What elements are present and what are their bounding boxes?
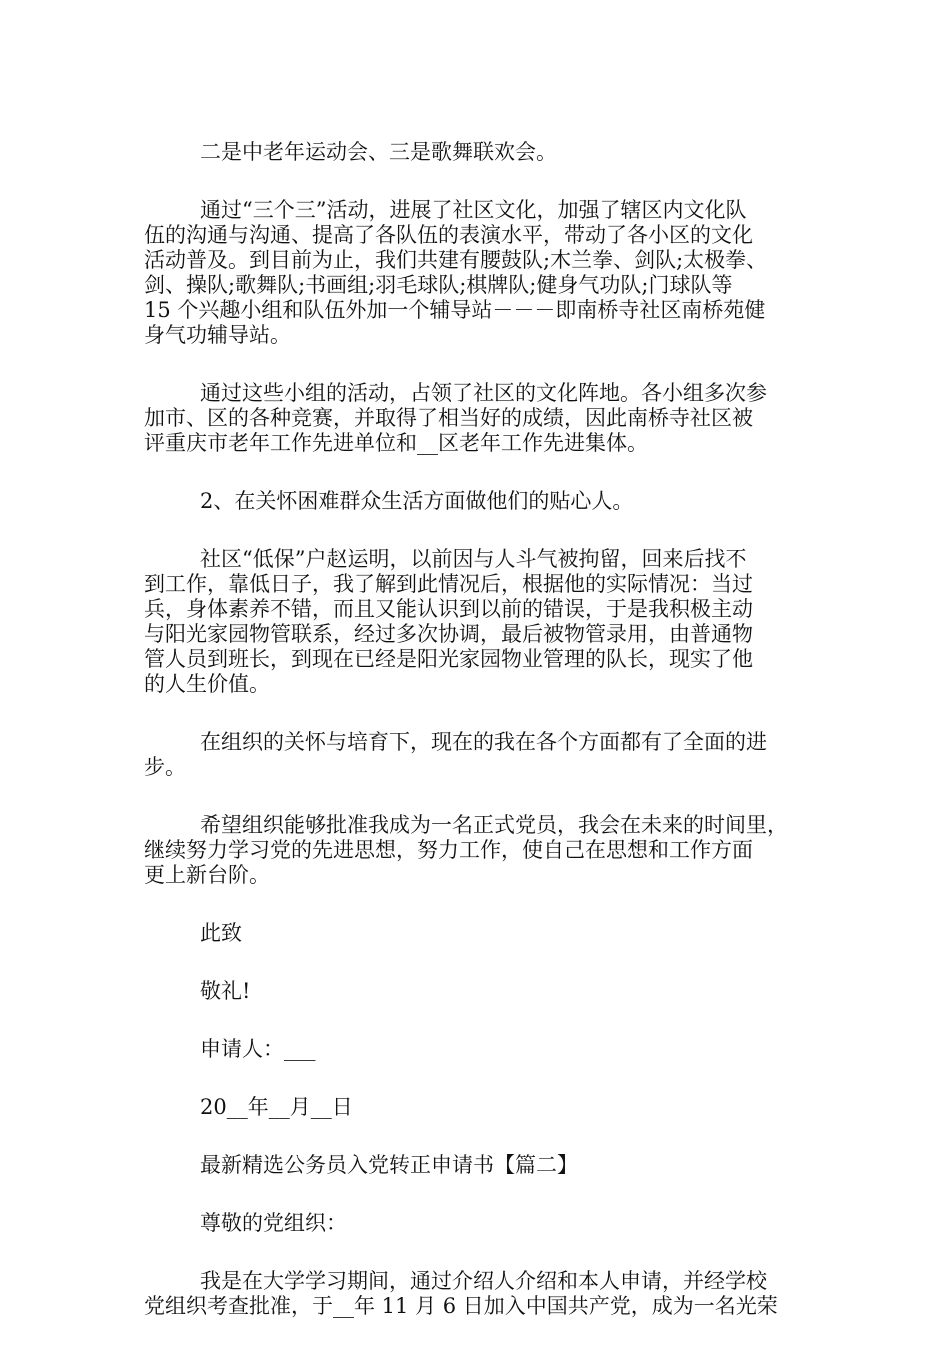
- text-line: 剑、操队;歌舞队;书画组;羽毛球队;棋牌队;健身气功队;门球队等: [144, 273, 733, 297]
- paragraph: [144, 813, 834, 888]
- paragraph: [144, 1095, 834, 1120]
- text-line: 在组织的关怀与培育下，现在的我在各个方面都有了全面的进: [200, 730, 767, 754]
- paragraph: [144, 1153, 834, 1178]
- paragraph: [144, 1269, 834, 1319]
- text-line: 到工作，靠低日子，我了解到此情况后，根据他的实际情况：当过: [144, 572, 753, 596]
- text-line: 我是在大学学习期间，通过介绍人介绍和本人申请，并经学校: [200, 1269, 767, 1293]
- text-line: 伍的沟通与沟通、提高了各队伍的表演水平，带动了各小区的文化: [144, 223, 753, 247]
- text-line: 活动普及。到目前为止，我们共建有腰鼓队;木兰拳、剑队;太极拳、: [144, 248, 768, 272]
- text-line: 二是中老年运动会、三是歌舞联欢会。: [200, 140, 557, 164]
- paragraph: [144, 921, 834, 946]
- text-line: 管人员到班长，到现在已经是阳光家园物业管理的队长，现实了他: [144, 647, 753, 671]
- text-line: 兵，身体素养不错，而且又能认识到以前的错误，于是我积极主动: [144, 597, 753, 621]
- text-line: 敬礼!: [200, 979, 251, 1003]
- text-line: 20__年__月__日: [200, 1095, 353, 1119]
- text-line: 最新精选公务员入党转正申请书【篇二】: [200, 1153, 578, 1177]
- text-line: 通过这些小组的活动，占领了社区的文化阵地。各小组多次参: [200, 381, 767, 405]
- paragraph: [144, 140, 834, 165]
- text-line: 希望组织能够批准我成为一名正式党员，我会在未来的时间里，: [200, 813, 788, 837]
- text-line: 通过“三个三”活动，进展了社区文化，加强了辖区内文化队: [200, 198, 747, 222]
- text-line: 更上新台阶。: [144, 863, 270, 887]
- paragraph: [144, 1211, 834, 1236]
- text-line: 申请人：___: [200, 1037, 316, 1061]
- text-line: 此致: [200, 921, 242, 945]
- text-line: 的人生价值。: [144, 672, 270, 696]
- text-line: 尊敬的党组织：: [200, 1211, 347, 1235]
- paragraph: [144, 730, 834, 780]
- text-line: 步。: [144, 755, 186, 779]
- paragraph: [144, 547, 834, 697]
- document-body: [144, 140, 834, 1352]
- paragraph: [144, 381, 834, 456]
- text-line: 社区“低保”户赵运明，以前因与人斗气被拘留，回来后找不: [200, 547, 747, 571]
- text-line: 身气功辅导站。: [144, 323, 291, 347]
- text-line: 党组织考查批准，于__年 11 月 6 日加入中国共产党，成为一名光荣: [144, 1294, 778, 1318]
- paragraph: [144, 198, 834, 348]
- text-line: 2、在关怀困难群众生活方面做他们的贴心人。: [200, 489, 634, 513]
- paragraph: [144, 979, 834, 1004]
- paragraph: [144, 489, 834, 514]
- text-line: 评重庆市老年工作先进单位和__区老年工作先进集体。: [144, 431, 648, 455]
- text-line: 15 个兴趣小组和队伍外加一个辅导站－－－即南桥寺社区南桥苑健: [144, 298, 766, 322]
- text-line: 加市、区的各种竞赛，并取得了相当好的成绩，因此南桥寺社区被: [144, 406, 753, 430]
- paragraph: [144, 1037, 834, 1062]
- text-line: 继续努力学习党的先进思想，努力工作，使自己在思想和工作方面: [144, 838, 753, 862]
- text-line: 与阳光家园物管联系，经过多次协调，最后被物管录用，由普通物: [144, 622, 753, 646]
